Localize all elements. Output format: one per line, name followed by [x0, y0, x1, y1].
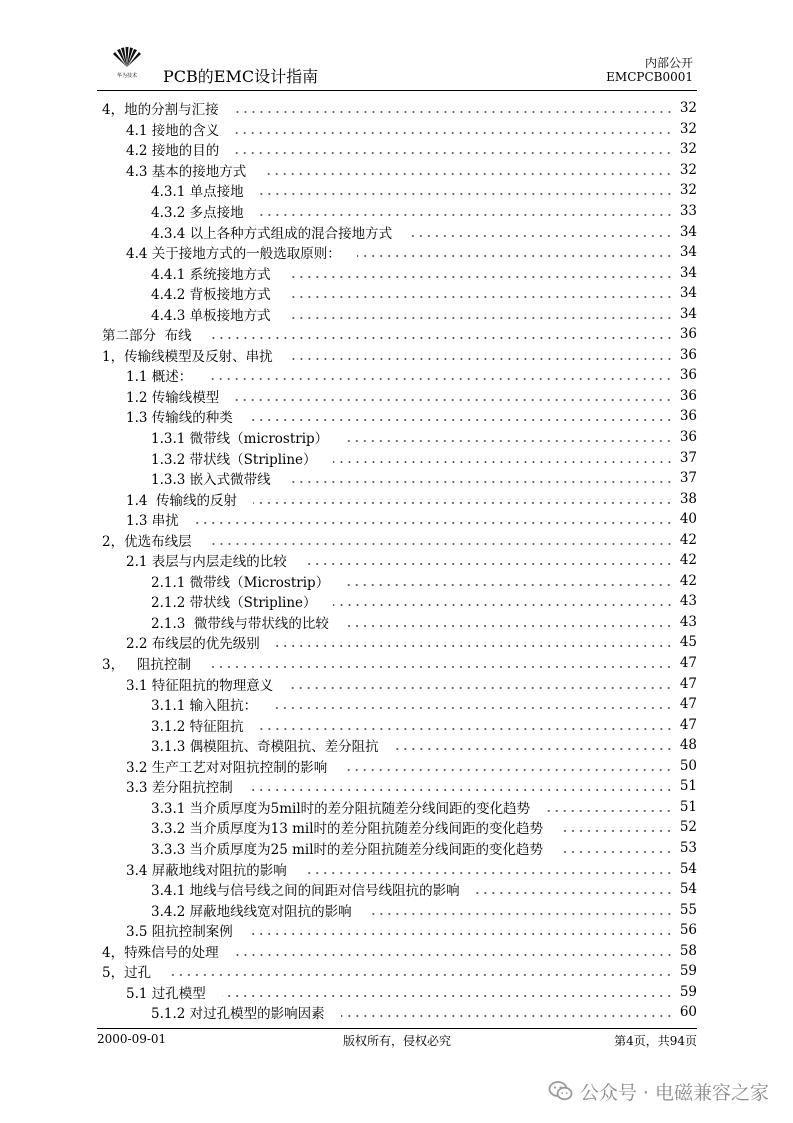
- toc-entry-label: 2.1 表层与内层走线的比较: [126, 554, 287, 571]
- toc-dot-leader: [345, 624, 673, 628]
- header-meta: [606, 56, 693, 84]
- toc-entry-label: 4.2 接地的目的: [126, 143, 220, 160]
- toc-entry-label: 5.1 过孔模型: [126, 985, 206, 1002]
- toc-entry-page: 56: [679, 922, 697, 939]
- toc-entry-label: 4.3.4 以上各种方式组成的混合接地方式: [151, 225, 393, 242]
- toc-entry[interactable]: [97, 550, 697, 571]
- toc-dot-leader: [260, 213, 673, 217]
- toc-entry-page: 32: [679, 182, 697, 199]
- toc-entry-page: 34: [679, 285, 697, 302]
- toc-entry-label: 1.3 传输线的种类: [126, 410, 233, 427]
- footer-copyright: 版权所有，侵权必究: [343, 1034, 452, 1048]
- toc-entry[interactable]: [97, 406, 697, 427]
- toc-entry[interactable]: [97, 899, 697, 920]
- toc-entry-label: 4.3.2 多点接地: [151, 205, 244, 221]
- toc-entry-label: 3.4 屏蔽地线对阻抗的影响: [126, 862, 287, 879]
- toc-entry-label: 3.2 生产工艺对对阻抗控制的影响: [126, 759, 328, 776]
- toc-entry-page: 32: [679, 141, 697, 158]
- table-of-contents: [97, 98, 697, 1023]
- toc-entry[interactable]: [97, 303, 697, 324]
- toc-entry[interactable]: [97, 571, 697, 592]
- toc-entry-page: 53: [679, 839, 697, 856]
- toc-entry-label: 4.3.1 单点接地: [151, 184, 244, 201]
- toc-dot-leader: [235, 398, 673, 402]
- toc-entry-page: 36: [679, 408, 697, 425]
- toc-entry-page: 59: [679, 963, 697, 980]
- toc-dot-leader: [476, 891, 673, 895]
- toc-entry-label: 2，优选布线层: [102, 533, 192, 550]
- toc-entry-label: 4.4.1 系统接地方式: [151, 266, 271, 283]
- toc-entry[interactable]: [97, 386, 697, 407]
- classification-label: 内部公开: [644, 56, 693, 70]
- toc-entry-page: 59: [679, 983, 697, 1000]
- toc-entry-label: 3.3.2 当介质厚度为13 mil时的差分阻抗随差分线间距的变化趋势: [151, 821, 544, 838]
- footer-divider: [97, 1028, 697, 1029]
- toc-entry[interactable]: [97, 119, 697, 140]
- toc-entry-page: 36: [679, 367, 697, 384]
- toc-entry[interactable]: [97, 797, 697, 818]
- toc-dot-leader: [546, 809, 673, 813]
- logo-text: 华为技术: [116, 73, 138, 79]
- toc-entry-label: 4.4.2 背板接地方式: [151, 287, 271, 304]
- toc-dot-leader: [249, 788, 673, 792]
- toc-dot-leader: [167, 973, 673, 977]
- toc-dot-leader: [208, 542, 673, 546]
- toc-entry-page: 43: [679, 613, 697, 630]
- toc-dot-leader: [395, 747, 673, 751]
- toc-entry[interactable]: [97, 982, 697, 1003]
- toc-entry-page: 37: [679, 449, 697, 466]
- toc-entry-page: 32: [679, 120, 697, 137]
- toc-entry[interactable]: [97, 879, 697, 900]
- toc-entry[interactable]: [97, 468, 697, 489]
- toc-entry-page: 32: [679, 161, 697, 178]
- toc-entry[interactable]: [97, 427, 697, 448]
- toc-dot-leader: [333, 460, 673, 464]
- toc-dot-leader: [235, 953, 673, 957]
- toc-entry-label: 1.4 传输线的反射: [126, 492, 238, 509]
- toc-entry[interactable]: [97, 673, 697, 694]
- watermark: [548, 1078, 769, 1104]
- toc-dot-leader: [368, 912, 673, 916]
- toc-entry-label: 3.3.3 当介质厚度为25 mil时的差分阻抗随差分线间距的变化趋势: [151, 841, 544, 858]
- toc-entry-label: 4.4.3 单板接地方式: [151, 307, 271, 324]
- toc-entry[interactable]: [97, 591, 697, 612]
- toc-entry-label: 1.3 串扰: [126, 513, 179, 530]
- toc-entry[interactable]: [97, 1002, 697, 1023]
- toc-entry-page: 48: [679, 737, 697, 754]
- toc-entry[interactable]: [97, 447, 697, 468]
- toc-entry-page: 51: [679, 778, 697, 795]
- toc-entry[interactable]: [97, 776, 697, 797]
- toc-dot-leader: [208, 377, 673, 381]
- toc-dot-leader: [276, 644, 673, 648]
- toc-entry[interactable]: [97, 817, 697, 838]
- toc-entry-page: 55: [679, 901, 697, 918]
- toc-entry[interactable]: [97, 694, 697, 715]
- footer-date: 2000-09-01: [97, 1032, 167, 1046]
- toc-dot-leader: [260, 192, 673, 196]
- toc-entry-label: 4.3 基本的接地方式: [126, 163, 247, 180]
- toc-entry[interactable]: [97, 920, 697, 941]
- toc-entry-label: 1.3.2 带状线（Stripline）: [151, 451, 317, 468]
- toc-entry-page: 32: [679, 100, 697, 117]
- toc-dot-leader: [345, 583, 673, 587]
- toc-entry-page: 42: [679, 531, 697, 548]
- toc-entry[interactable]: [97, 180, 697, 201]
- toc-entry-page: 42: [679, 572, 697, 589]
- toc-dot-leader: [303, 562, 673, 566]
- toc-entry-page: 40: [679, 511, 697, 528]
- toc-entry[interactable]: [97, 221, 697, 242]
- toc-entry-page: 43: [679, 593, 697, 610]
- toc-entry-page: 42: [679, 552, 697, 569]
- toc-entry[interactable]: [97, 653, 697, 674]
- toc-entry-page: 34: [679, 305, 697, 322]
- toc-entry[interactable]: [97, 488, 697, 509]
- toc-entry-page: 38: [679, 490, 697, 507]
- toc-entry[interactable]: [97, 961, 697, 982]
- toc-entry[interactable]: [97, 365, 697, 386]
- toc-entry-page: 45: [679, 634, 697, 651]
- document-number: EMCPCB0001: [606, 70, 693, 84]
- toc-dot-leader: [341, 1014, 673, 1018]
- toc-entry-page: 54: [679, 881, 697, 898]
- page-footer: [97, 1032, 697, 1048]
- toc-entry-label: 2.2 布线层的优先级别: [126, 636, 260, 653]
- wechat-icon: [548, 1078, 574, 1104]
- toc-entry-page: 37: [679, 470, 697, 487]
- toc-entry-label: 1.1 概述：: [126, 369, 193, 386]
- toc-entry[interactable]: [97, 324, 697, 345]
- toc-entry-page: 36: [679, 387, 697, 404]
- toc-dot-leader: [262, 172, 673, 176]
- toc-entry-page: 52: [679, 819, 697, 836]
- toc-dot-leader: [344, 439, 673, 443]
- toc-entry[interactable]: [97, 858, 697, 879]
- toc-dot-leader: [195, 521, 673, 525]
- page-header: [97, 44, 695, 90]
- toc-entry-page: 47: [679, 675, 697, 692]
- toc-dot-leader: [260, 727, 673, 731]
- toc-entry-page: 54: [679, 860, 697, 877]
- toc-entry-page: 47: [679, 655, 697, 672]
- footer-page-number: 第4页，共94页: [614, 1034, 697, 1048]
- toc-dot-leader: [408, 234, 673, 238]
- toc-entry[interactable]: [97, 242, 697, 263]
- toc-dot-leader: [235, 151, 673, 155]
- toc-entry-page: 36: [679, 429, 697, 446]
- toc-entry[interactable]: [97, 632, 697, 653]
- toc-entry-page: 36: [679, 346, 697, 363]
- toc-dot-leader: [287, 295, 673, 299]
- toc-dot-leader: [287, 316, 673, 320]
- toc-entry[interactable]: [97, 262, 697, 283]
- toc-dot-leader: [287, 480, 673, 484]
- toc-entry-label: 3.3.1 当介质厚度为5mil时的差分阻抗随差分线间距的变化趋势: [151, 800, 531, 817]
- toc-entry[interactable]: [97, 838, 697, 859]
- toc-entry-label: 5.1.2 对过孔模型的影响因素: [151, 1006, 325, 1023]
- toc-entry-label: 1.2 传输线模型: [126, 389, 220, 406]
- toc-entry-page: 60: [679, 1004, 697, 1021]
- toc-entry-label: 3.4.1 地线与信号线之间的间距对信号线阻抗的影响: [151, 883, 460, 900]
- toc-entry[interactable]: [97, 612, 697, 633]
- toc-entry-label: 1.3.3 嵌入式微带线: [151, 472, 271, 489]
- toc-entry[interactable]: [97, 345, 697, 366]
- toc-entry[interactable]: [97, 529, 697, 550]
- toc-entry-label: 4.4 关于接地方式的一般选取原则：: [126, 246, 341, 263]
- toc-entry[interactable]: [97, 98, 697, 119]
- toc-entry-label: 第二部分 布线: [102, 328, 192, 345]
- toc-entry[interactable]: [97, 735, 697, 756]
- header-divider: [97, 90, 697, 91]
- toc-entry-label: 3.5 阻抗控制案例: [126, 924, 233, 941]
- toc-entry-label: 3.4.2 屏蔽地线线宽对阻抗的影响: [151, 903, 352, 920]
- toc-entry-label: 3.1.2 特征阻抗: [151, 718, 244, 735]
- toc-entry-label: 3， 阻抗控制: [102, 657, 191, 674]
- toc-entry-page: 47: [679, 716, 697, 733]
- toc-dot-leader: [249, 418, 673, 422]
- toc-entry-page: 36: [679, 326, 697, 343]
- toc-entry-page: 50: [679, 757, 697, 774]
- toc-entry[interactable]: [97, 940, 697, 961]
- toc-entry-label: 2.1.3 微带线与带状线的比较: [151, 615, 329, 632]
- toc-entry[interactable]: [97, 714, 697, 735]
- toc-dot-leader: [249, 932, 673, 936]
- toc-entry-page: 34: [679, 244, 697, 261]
- toc-entry-label: 1，传输线模型及反射、串扰: [102, 348, 273, 365]
- toc-entry-label: 3.1 特征阻抗的物理意义: [126, 677, 274, 694]
- toc-entry-label: 2.1.1 微带线（Microstrip）: [151, 574, 330, 591]
- toc-entry-label: 2.1.2 带状线（Stripline）: [151, 595, 317, 612]
- toc-dot-leader: [222, 994, 673, 998]
- document-title: PCB的EMC设计指南: [163, 67, 319, 86]
- toc-dot-leader: [559, 850, 673, 854]
- toc-entry-label: 3.3 差分阻抗控制: [126, 780, 233, 797]
- toc-entry-page: 58: [679, 942, 697, 959]
- toc-dot-leader: [343, 768, 673, 772]
- toc-entry-page: 34: [679, 223, 697, 240]
- toc-dot-leader: [253, 501, 673, 505]
- watermark-text: 公众号 · 电磁兼容之家: [579, 1081, 769, 1104]
- toc-entry-page: 34: [679, 264, 697, 281]
- toc-entry[interactable]: [97, 201, 697, 222]
- toc-entry-label: 1.3.1 微带线（microstrip）: [151, 431, 329, 448]
- toc-dot-leader: [273, 706, 673, 710]
- toc-dot-leader: [357, 254, 673, 258]
- toc-dot-leader: [208, 336, 673, 340]
- toc-dot-leader: [287, 275, 673, 279]
- toc-entry[interactable]: [97, 160, 697, 181]
- toc-dot-leader: [289, 686, 673, 690]
- toc-entry[interactable]: [97, 756, 697, 777]
- toc-entry[interactable]: [97, 283, 697, 304]
- toc-entry-label: 4，特殊信号的处理: [102, 944, 219, 961]
- toc-dot-leader: [303, 871, 673, 875]
- toc-entry-label: 3.1.1 输入阻抗：: [151, 698, 258, 715]
- toc-entry-page: 47: [679, 696, 697, 713]
- toc-dot-leader: [559, 829, 673, 833]
- toc-dot-leader: [289, 357, 673, 361]
- company-logo: [102, 44, 152, 80]
- toc-entry[interactable]: [97, 139, 697, 160]
- toc-dot-leader: [235, 131, 673, 135]
- toc-entry-label: 5，过孔: [102, 965, 152, 982]
- toc-dot-leader: [333, 603, 673, 607]
- toc-entry-label: 4.1 接地的含义: [126, 122, 220, 139]
- toc-entry-label: 4，地的分割与汇接: [102, 102, 219, 119]
- toc-entry-page: 51: [679, 798, 697, 815]
- toc-entry-page: 33: [679, 203, 697, 219]
- toc-dot-leader: [235, 110, 673, 114]
- toc-entry[interactable]: [97, 509, 697, 530]
- toc-dot-leader: [207, 665, 673, 669]
- toc-entry-label: 3.1.3 偶模阻抗、奇模阻抗、差分阻抗: [151, 739, 379, 756]
